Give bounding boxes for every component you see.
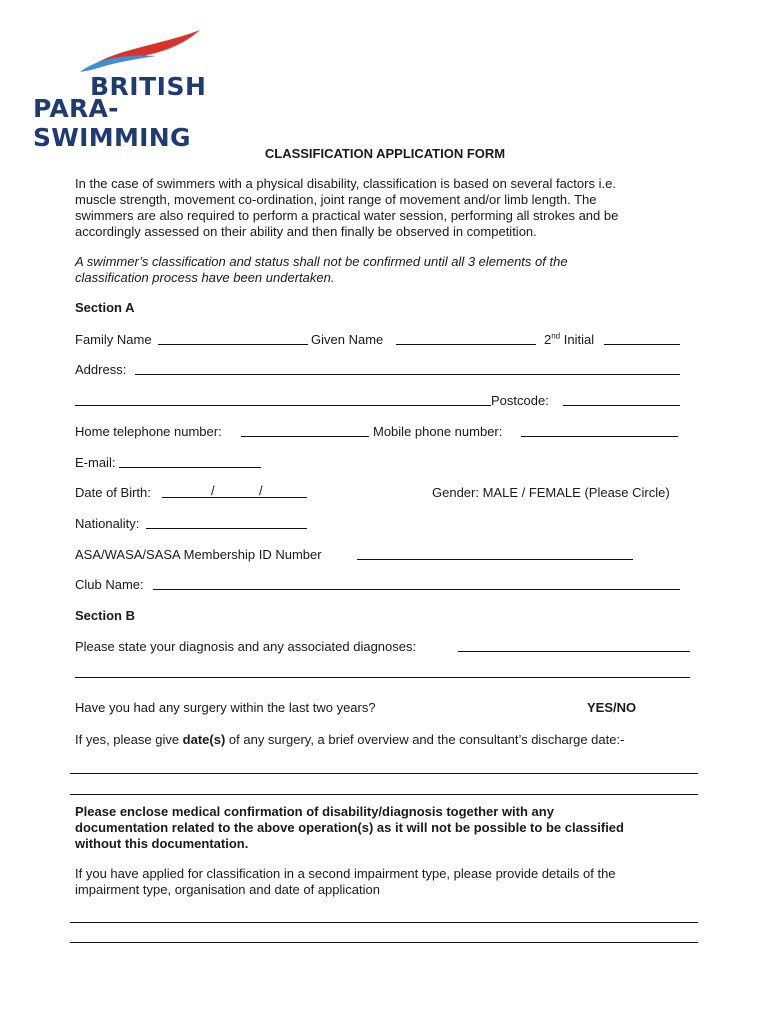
note-line-2: classification process have been undertaken.	[75, 270, 335, 285]
dob-label: Date of Birth:	[75, 485, 151, 500]
dob-field[interactable]	[162, 497, 307, 498]
section-b-heading: Section B	[75, 608, 135, 623]
nationality-label: Nationality:	[75, 516, 140, 531]
dob-separator-2: /	[259, 483, 263, 498]
membership-id-field[interactable]	[357, 559, 633, 560]
given-name-field[interactable]	[396, 344, 536, 345]
second-impairment-field-line-1[interactable]	[70, 922, 698, 923]
second-impairment-line-1: If you have applied for classification in a second impairment type, please provide details of the	[75, 866, 616, 881]
intro-line-4: accordingly assessed on their ability and then finally be observed in competition.	[75, 224, 537, 239]
address-label: Address:	[75, 362, 127, 377]
diagnosis-field-line-1[interactable]	[458, 651, 690, 652]
family-name-field[interactable]	[158, 344, 308, 345]
club-name-field[interactable]	[153, 589, 680, 590]
surgery-yes-no[interactable]: YES/NO	[587, 700, 637, 715]
membership-id-label: ASA/WASA/SASA Membership ID Number	[75, 547, 322, 562]
intro-line-2: muscle strength, movement co-ordination, joint range of movement and/or limb length. The	[75, 192, 597, 207]
email-field[interactable]	[119, 467, 261, 468]
surgery-details-field-line-1[interactable]	[70, 773, 698, 774]
british-para-swimming-logo	[28, 28, 253, 152]
section-a-heading: Section A	[75, 300, 135, 315]
page-title: CLASSIFICATION APPLICATION FORM	[264, 146, 506, 161]
postcode-label: Postcode:	[491, 393, 549, 408]
email-label: E-mail:	[75, 455, 116, 470]
enclose-notice-line-1: Please enclose medical confirmation of disability/diagnosis together with any	[75, 804, 554, 819]
family-name-label: Family Name	[75, 332, 152, 347]
mobile-phone-field[interactable]	[521, 436, 678, 437]
diagnosis-field-line-2[interactable]	[75, 677, 690, 678]
dob-separator-1: /	[211, 483, 215, 498]
club-name-label: Club Name:	[75, 577, 144, 592]
logo-text-para-swimming: PARA-SWIMMING	[33, 94, 191, 152]
second-impairment-line-2: impairment type, organisation and date of application	[75, 882, 380, 897]
note-line-1: A swimmer’s classification and status shall not be confirmed until all 3 elements of the	[75, 254, 568, 269]
surgery-details-label: If yes, please give date(s) of any surgery, a brief overview and the consultant’s discharge date:-	[75, 732, 625, 747]
surgery-question: Have you had any surgery within the last two years?	[75, 700, 376, 715]
second-impairment-field-line-2[interactable]	[70, 942, 698, 943]
address-field-line-2[interactable]	[75, 405, 491, 406]
mobile-phone-label: Mobile phone number:	[373, 424, 503, 439]
logo-text-british: BRITISH	[90, 72, 207, 101]
nationality-field[interactable]	[146, 528, 307, 529]
second-initial-label: 2nd Initial	[544, 331, 595, 347]
intro-line-3: swimmers are also required to perform a practical water session, performing all strokes and be	[75, 208, 619, 223]
gender-label: Gender: MALE / FEMALE (Please Circle)	[432, 485, 670, 500]
address-field-line-1[interactable]	[135, 374, 680, 375]
surgery-details-field-line-2[interactable]	[70, 794, 698, 795]
home-phone-field[interactable]	[241, 436, 369, 437]
enclose-notice-line-3: without this documentation.	[75, 836, 249, 851]
home-phone-label: Home telephone number:	[75, 424, 222, 439]
postcode-field[interactable]	[563, 405, 680, 406]
given-name-label: Given Name	[311, 332, 384, 347]
intro-line-1: In the case of swimmers with a physical disability, classification is based on several factors i.e.	[75, 176, 616, 191]
enclose-notice-line-2: documentation related to the above operation(s) as it will not be possible to be classified	[75, 820, 624, 835]
diagnosis-label: Please state your diagnosis and any associated diagnoses:	[75, 639, 417, 654]
second-initial-field[interactable]	[604, 344, 680, 345]
